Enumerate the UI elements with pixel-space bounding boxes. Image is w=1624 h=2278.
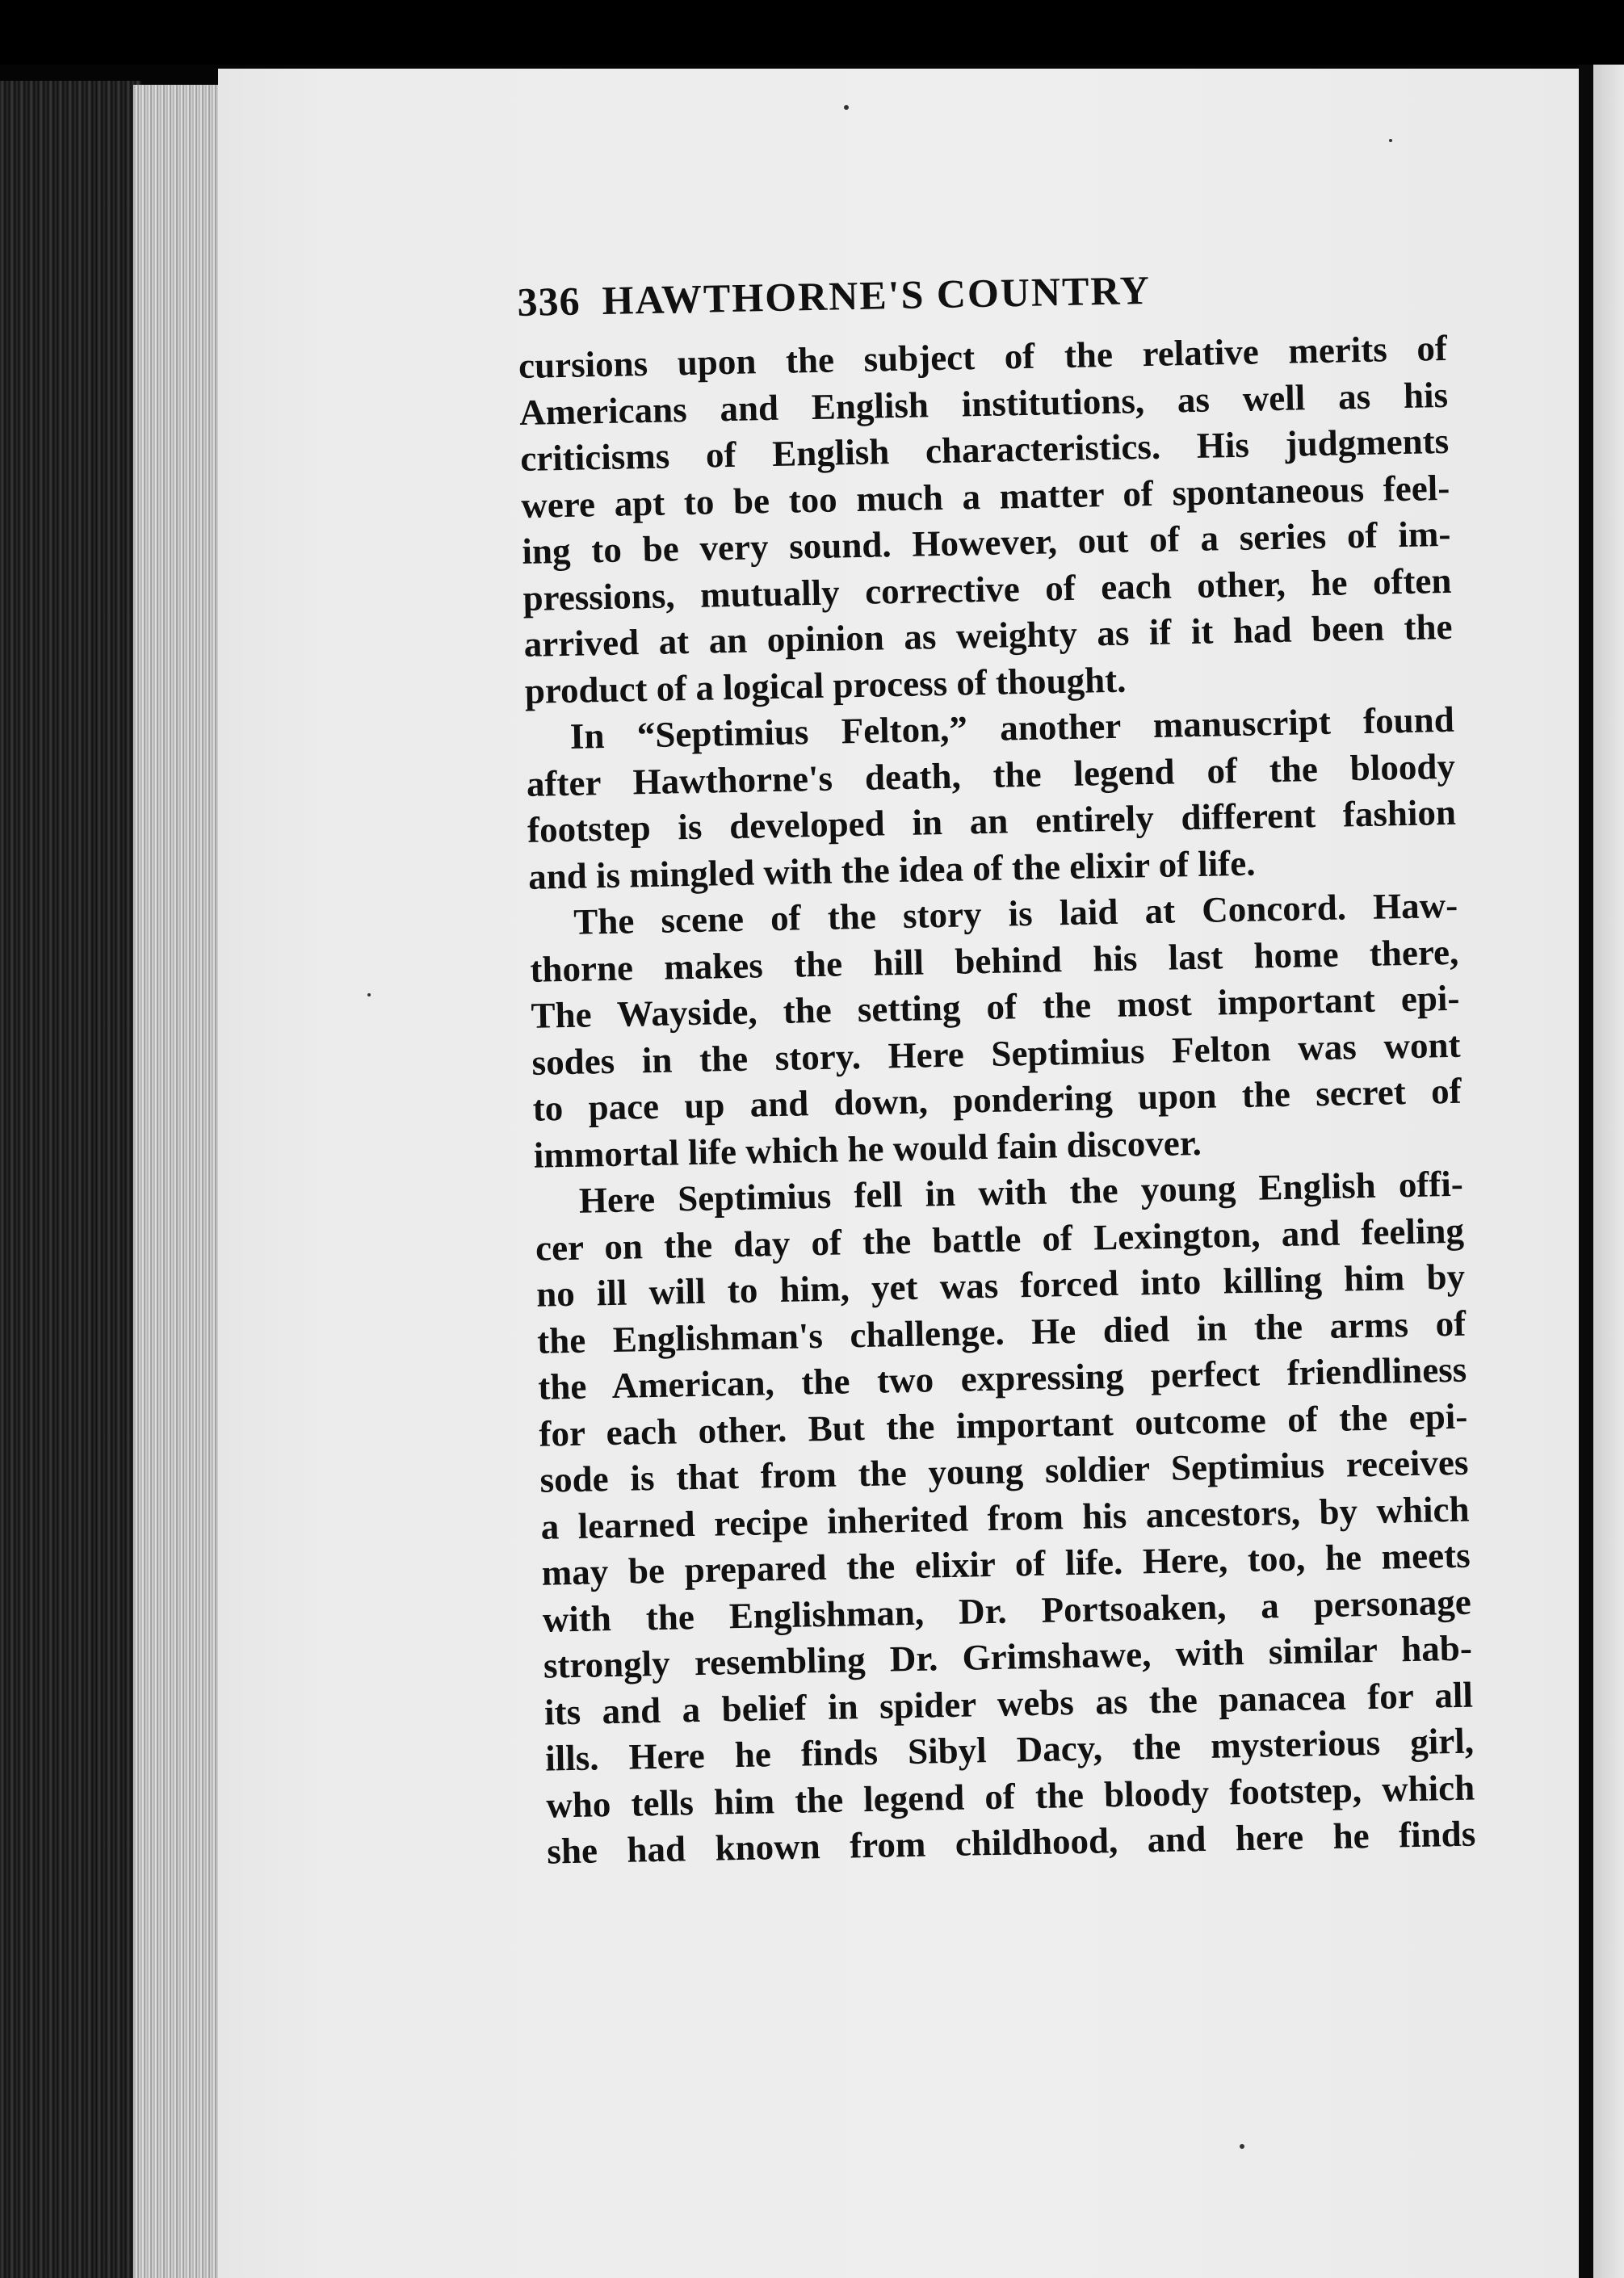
text-line: and is mingled with the idea of the elixir of life. bbox=[527, 842, 1256, 897]
text-line: ills. Here he finds Sibyl Dacy, the mysterious girl, bbox=[544, 1720, 1475, 1779]
dust-speck bbox=[1240, 2144, 1244, 2149]
text-line: immortal life which he would fain discover. bbox=[533, 1122, 1202, 1176]
text-line: who tells him the legend of the bloody footstep, which bbox=[545, 1767, 1475, 1826]
text-line: may be prepared the elixir of life. Here, too, he meets bbox=[541, 1534, 1471, 1593]
text-line: In “Septimius Felton,” another manuscript found bbox=[569, 699, 1455, 757]
paragraph bbox=[525, 697, 1457, 900]
text-line: ing to be very sound. However, out of a series of im- bbox=[522, 513, 1451, 572]
text-line: sodes in the story. Here Septimius Felton was wont bbox=[531, 1024, 1461, 1083]
text-line: were apt to be too much a matter of spontaneous feel- bbox=[520, 467, 1450, 526]
text-line: footstep is developed in an entirely different fashion bbox=[527, 791, 1457, 850]
text-line: the Englishman's challenge. He died in the arms of bbox=[536, 1303, 1467, 1361]
text-line: with the Englishman, Dr. Portsoaken, a personage bbox=[542, 1581, 1472, 1640]
text-line: the American, the two expressing perfect friendliness bbox=[537, 1349, 1467, 1407]
text-line: arrived at an opinion as weighty as if it had been the bbox=[523, 606, 1453, 665]
text-line: a learned recipe inherited from his ancestors, by which bbox=[540, 1488, 1470, 1547]
text-line: The scene of the story is laid at Concord. Haw- bbox=[573, 884, 1458, 942]
text-line: cursions upon the subject of the relative merits of bbox=[518, 327, 1448, 386]
text-line: for each other. But the important outcome of the epi- bbox=[538, 1395, 1468, 1454]
text-line: no ill will to him, yet was forced into killing him by bbox=[535, 1256, 1466, 1315]
page-gutter-shadow bbox=[1579, 65, 1593, 2278]
paragraph bbox=[529, 883, 1462, 1179]
page-text bbox=[517, 261, 1476, 1875]
text-line: thorne makes the hill behind his last home there, bbox=[529, 931, 1459, 990]
running-title: HAWTHORNE'S COUNTRY bbox=[601, 266, 1152, 323]
text-line: cer on the day of the battle of Lexington, and feeling bbox=[535, 1210, 1465, 1269]
text-line: she had known from childhood, and here he finds bbox=[546, 1813, 1476, 1872]
text-line: pressions, mutually corrective of each other, he often bbox=[522, 560, 1452, 619]
page-number: 336 bbox=[517, 278, 581, 325]
text-line: sode is that from the young soldier Septimius receives bbox=[539, 1441, 1469, 1500]
book-spine bbox=[0, 81, 141, 2278]
paragraph bbox=[534, 1161, 1475, 1875]
paragraph bbox=[518, 325, 1454, 715]
dust-speck bbox=[844, 105, 849, 110]
page-stack-edge bbox=[133, 85, 226, 2278]
text-line: Here Septimius fell in with the young English offi- bbox=[578, 1163, 1464, 1221]
text-line: its and a belief in spider webs as the panacea for all bbox=[543, 1674, 1474, 1733]
facing-page-edge bbox=[1593, 65, 1624, 2278]
text-line: Americans and English institutions, as well as his bbox=[518, 374, 1449, 433]
text-line: to pace up and down, pondering upon the secret of bbox=[532, 1070, 1462, 1129]
text-line: after Hawthorne's death, the legend of the bloody bbox=[526, 745, 1456, 804]
dust-speck bbox=[367, 993, 371, 996]
text-line: product of a logical process of thought. bbox=[524, 659, 1127, 711]
text-line: The Wayside, the setting of the most important epi- bbox=[531, 977, 1460, 1036]
dust-speck bbox=[1389, 139, 1392, 142]
text-line: criticisms of English characteristics. His judgments bbox=[519, 420, 1450, 479]
text-line: strongly resembling Dr. Grimshawe, with similar hab- bbox=[543, 1627, 1473, 1686]
top-shadow bbox=[0, 0, 1624, 65]
